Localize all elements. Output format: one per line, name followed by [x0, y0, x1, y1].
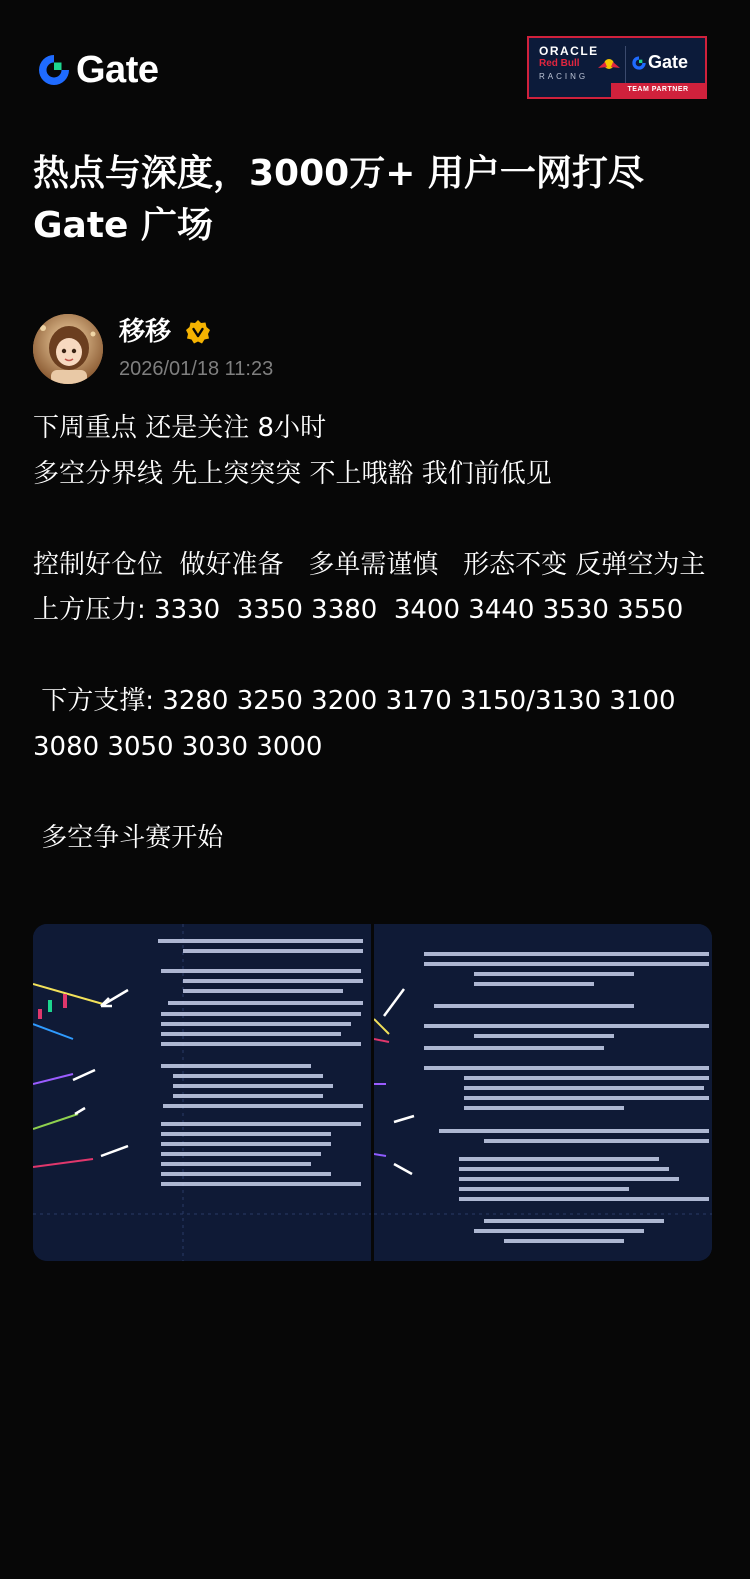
post-line: 下周重点 还是关注 8小时 — [33, 413, 327, 443]
post-images — [33, 924, 713, 1261]
chart-image-right[interactable] — [374, 924, 712, 1261]
avatar-image-icon — [33, 314, 103, 384]
partner-divider — [625, 46, 626, 84]
team-partner-label: TEAM PARTNER — [611, 83, 705, 97]
red-bull-text: Red Bull — [539, 58, 580, 69]
post-line-spacer — [33, 770, 723, 816]
author-name[interactable]: 移移 — [119, 317, 172, 347]
team-partner-badge — [527, 36, 707, 99]
chart-image-left[interactable] — [33, 924, 371, 1261]
page-headline: 热点与深度，3000万+ 用户一网打尽 Gate 广场 — [33, 153, 644, 246]
post-content — [33, 406, 723, 861]
post-line: 控制好仓位 做好准备 多单需谨慎 形态不变 反弹空为主 — [33, 549, 706, 580]
post-line-spacer — [33, 634, 723, 680]
verified-badge-icon — [185, 319, 211, 345]
brand-name: Gate — [76, 49, 159, 91]
post-line: 上方压力: 3330 3350 3380 3400 3440 3530 3550 — [33, 595, 684, 625]
post-line: 多空争斗赛开始 — [33, 822, 224, 853]
oracle-text: ORACLE — [539, 44, 599, 58]
bull-icon — [597, 56, 621, 72]
post-timestamp: 2026/01/18 11:23 — [119, 358, 274, 380]
partner-gate-logo — [631, 52, 688, 73]
post-line: 下方支撑: 3280 3250 3200 3170 3150/3130 3100 3080 3050 3030 3000 — [33, 686, 684, 762]
post-line-spacer — [33, 497, 723, 543]
chart-screenshot-icon — [374, 924, 712, 1261]
partner-gate-text: Gate — [648, 52, 689, 72]
post-author[interactable] — [33, 314, 723, 386]
gate-logo-icon — [36, 52, 72, 88]
gate-logo-small-icon — [631, 55, 647, 71]
racing-text: RACING — [539, 72, 589, 81]
post-line: 多空分界线 先上突突突 不上哦豁 我们前低见 — [33, 458, 552, 489]
chart-screenshot-icon — [33, 924, 371, 1261]
app-header — [0, 0, 750, 130]
gate-logo[interactable] — [36, 50, 158, 90]
avatar[interactable] — [33, 314, 103, 384]
